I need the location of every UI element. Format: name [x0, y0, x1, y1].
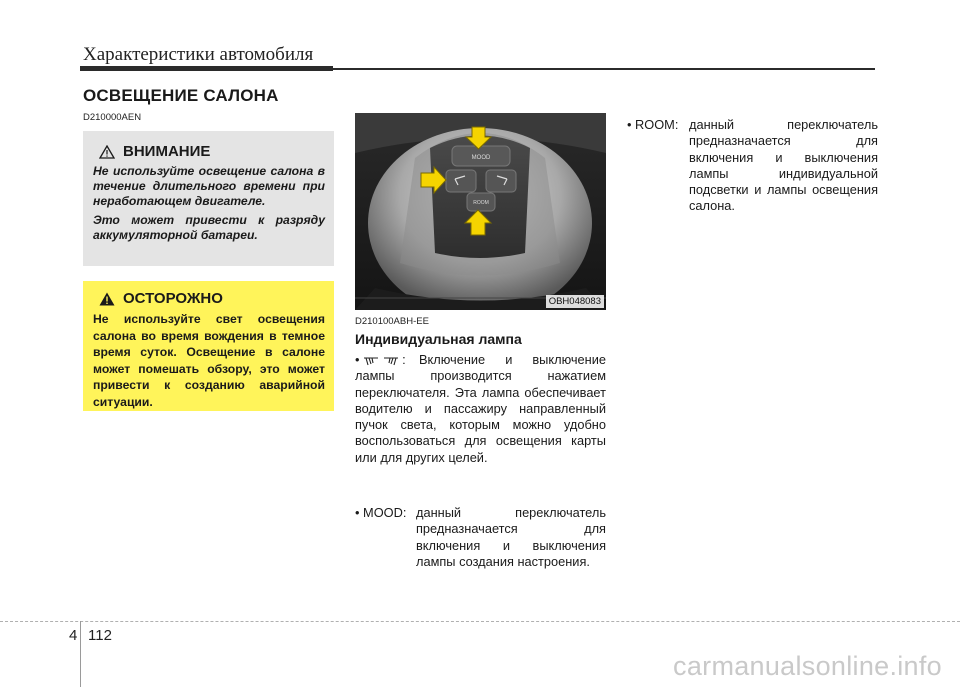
warning-filled-icon: [99, 292, 115, 306]
chapter-title: Характеристики автомобиля: [83, 44, 314, 65]
caution-heading: [99, 143, 325, 160]
overhead-console-illustration: [355, 113, 606, 310]
page-number: 112: [88, 627, 112, 644]
overhead-console-photo: [355, 113, 606, 310]
caution-heading-text: ВНИМАНИЕ: [123, 143, 211, 160]
section-code: D210000AEN: [83, 112, 142, 123]
watermark: carmanualsonline.info: [673, 651, 942, 681]
photo-label: OBH048083: [546, 295, 604, 308]
list-item: [355, 352, 606, 502]
header-rule: [80, 68, 875, 70]
list-item-text: данный переключатель предназначается для включения и выключения лампы индивидуальной подсветки и лампы освещения салона.: [689, 117, 878, 214]
warning-box: [83, 281, 334, 411]
subsection-title: Индивидуальная лампа: [355, 331, 522, 347]
section-title: ОСВЕЩЕНИЕ САЛОНА: [83, 86, 279, 105]
caution-text-1: Не используйте освещение салона в течение длительного времени при неработающем двигателе.: [93, 164, 325, 208]
caution-box: [83, 131, 334, 266]
mood-button-label: MOOD: [471, 155, 491, 161]
list-item-text: Включение и выключение лампы производится нажатием переключателя. Эта лампа обеспечивает водителю и пассажиру направленный пучок света, которым можно удобно воспользоваться для освещения карты или для других целей.: [355, 352, 606, 465]
footer-vertical-rule: [80, 621, 81, 687]
list-item-label: • ROOM:: [627, 117, 679, 132]
chapter-number: 4: [69, 627, 78, 644]
warning-heading: [99, 290, 325, 307]
list-item: [355, 505, 606, 575]
caution-text-2: Это может привести к разряду аккумуляторной батареи.: [93, 213, 325, 242]
room-button-label: ROOM: [473, 200, 489, 206]
list-item: [627, 117, 878, 214]
list-item-text: данный переключатель предназначается для включения и выключения лампы создания настроения.: [416, 505, 606, 569]
footer-divider: [0, 621, 960, 622]
list-item-label: • MOOD:: [355, 505, 407, 520]
warning-heading-text: ОСТОРОЖНО: [123, 290, 223, 307]
list-item-label: • :: [355, 352, 406, 367]
warning-text: Не используйте свет освещения салона во время вождения в темное время суток. Освещение в салоне может помешать обзору, это может привести к созданию аварийной ситуации.: [93, 312, 325, 409]
subsection-code: D210100ABH-EE: [355, 316, 429, 327]
warning-outline-icon: [99, 145, 115, 159]
